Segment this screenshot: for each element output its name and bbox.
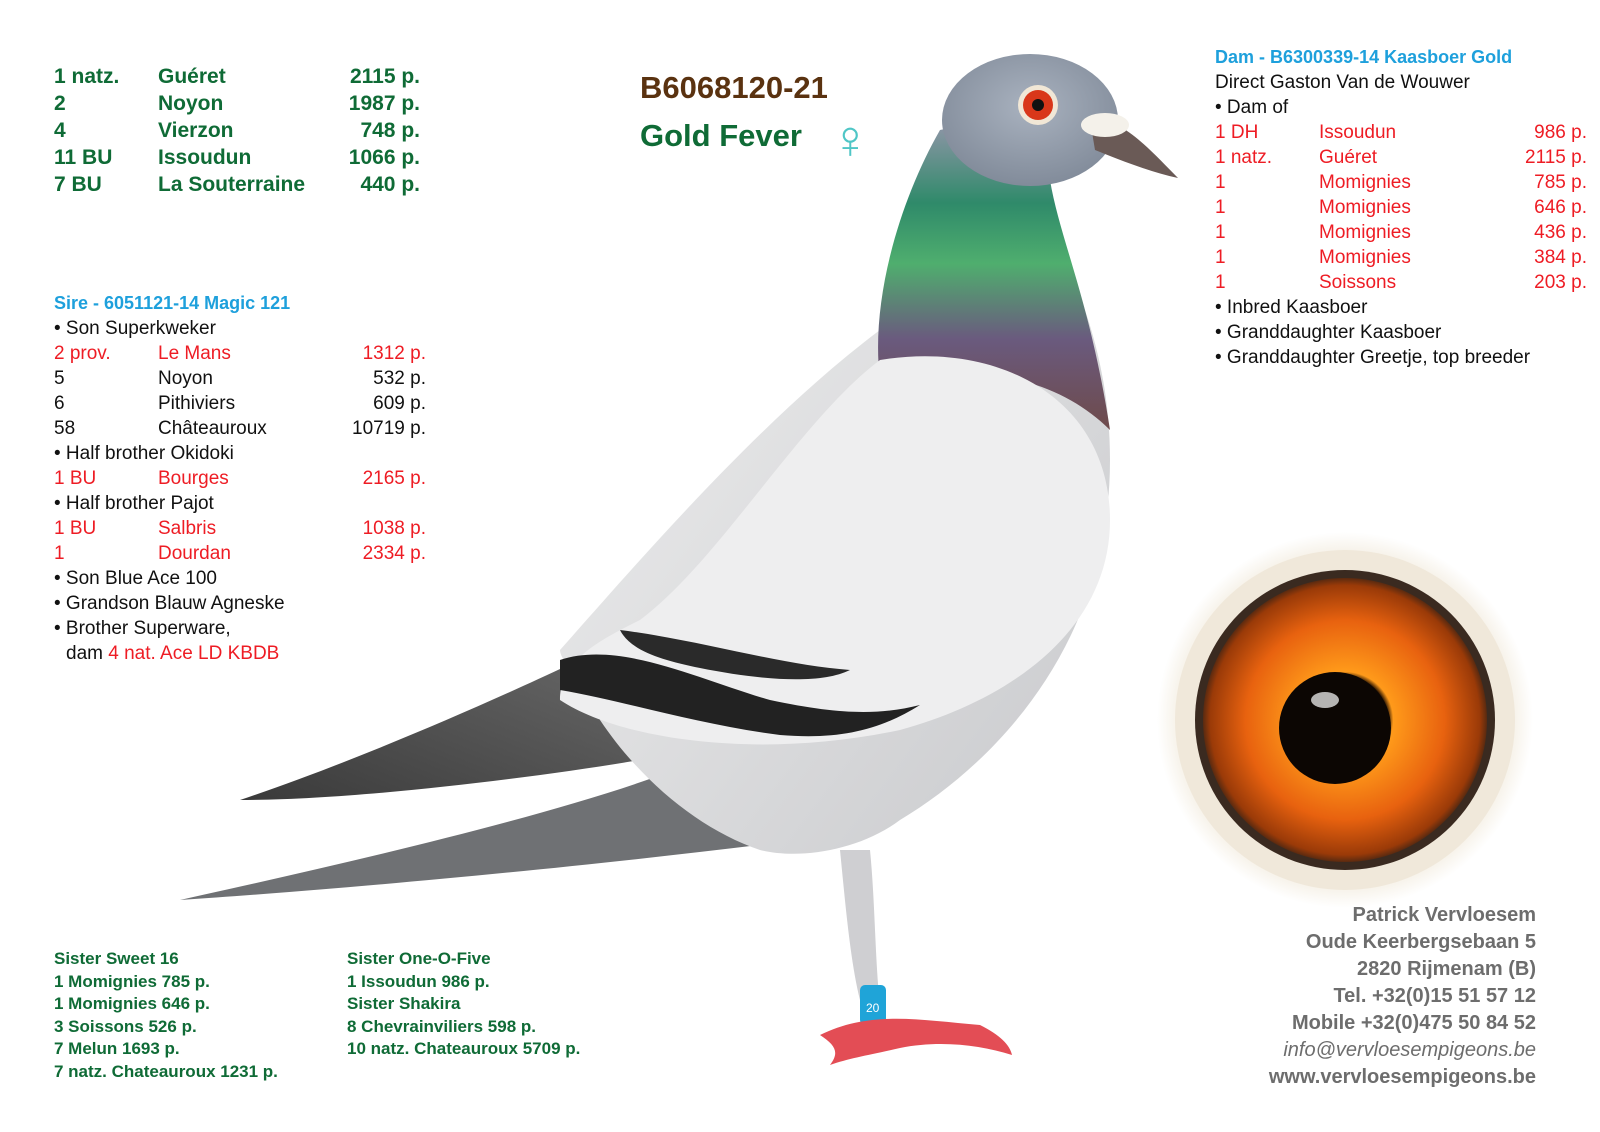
bird-name: Gold Fever (640, 118, 802, 153)
contact-website[interactable]: www.vervloesempigeons.be (1268, 1066, 1536, 1088)
pigeon-cere (1081, 113, 1129, 137)
sister-result: 3 Soissons 526 p. (54, 1016, 197, 1036)
sister-result: 7 Melun 1693 p. (54, 1039, 180, 1058)
result-row: 1 natz. Guéret 2115 p. (54, 65, 420, 88)
dam-bullet: • Inbred Kaasboer (1215, 297, 1368, 318)
bird-results (54, 63, 420, 198)
sire-result-row: 5 Noyon 532 p. (54, 368, 426, 389)
bird-ring-number: B6068120-21 (640, 70, 828, 105)
contact-email[interactable]: info@vervloesempigeons.be (1283, 1039, 1536, 1061)
contact-street: Oude Keerbergsebaan 5 (1305, 931, 1536, 953)
sister-result: 10 natz. Chateauroux 5709 p. (347, 1039, 581, 1058)
pigeon-leg (840, 850, 880, 1005)
female-symbol: ♀ (830, 110, 871, 170)
sire-dam-result: 4 nat. Ace LD KBDB (108, 643, 280, 664)
result-row: 4 Vierzon 748 p. (54, 119, 420, 142)
sister-title: Sister Sweet 16 (54, 949, 179, 968)
result-row: 2 Noyon 1987 p. (54, 92, 420, 115)
dam-bullet: • Granddaughter Greetje, top breeder (1215, 347, 1531, 368)
dam-result-row: 1 Momignies 785 p. (1215, 172, 1587, 193)
eye-closeup (1157, 532, 1533, 908)
sire-bullet: • Half brother Pajot (54, 493, 214, 514)
sister-result: 1 Momignies 785 p. (54, 971, 210, 991)
dam-bullet: • Granddaughter Kaasboer (1215, 322, 1442, 343)
sister-one-o-five (347, 948, 580, 1061)
dam-section (1215, 44, 1587, 370)
sire-result-row: 58 Châteauroux 10719 p. (54, 418, 426, 439)
dam-result-row: 1 Momignies 436 p. (1215, 222, 1587, 243)
sister-result: 1 Issoudun 986 p. (347, 971, 490, 991)
dam-heading: Dam - B6300339-14 Kaasboer Gold (1215, 47, 1513, 67)
sire-bullet: • Grandson Blauw Agneske (54, 593, 285, 614)
sire-result-row: 2 prov. Le Mans 1312 p. (54, 343, 426, 364)
result-row: 7 BU La Souterraine 440 p. (54, 173, 420, 196)
sister-sweet-16 (54, 948, 278, 1083)
contact-name: Patrick Vervloesem (1352, 904, 1536, 926)
result-row: 11 BU Issoudun 1066 p. (54, 146, 420, 169)
sister-title: Sister Shakira (347, 994, 461, 1013)
dam-result-row: 1 Momignies 384 p. (1215, 247, 1587, 268)
dam-result-row: 1 natz. Guéret 2115 p. (1215, 147, 1587, 168)
dam-direct: Direct Gaston Van de Wouwer (1215, 72, 1470, 93)
sister-result: 7 natz. Chateauroux 1231 p. (54, 1061, 278, 1081)
dam-result-row: 1 Soissons 203 p. (1215, 272, 1587, 293)
sire-heading: Sire - 6051121-14 Magic 121 (54, 293, 291, 313)
contact-mobile: Mobile +32(0)475 50 84 52 (1291, 1012, 1536, 1034)
contact-block (1269, 902, 1536, 1091)
sire-result-row: 1 BU Bourges 2165 p. (54, 468, 426, 489)
dam-result-row: 1 Momignies 646 p. (1215, 197, 1587, 218)
leg-band-text: 20 (866, 1001, 880, 1015)
contact-city: 2820 Rijmenam (B) (1357, 958, 1536, 980)
sire-bullet: • Son Blue Ace 100 (54, 568, 217, 589)
sire-bullet: • Brother Superware, (54, 618, 231, 639)
sire-section (54, 290, 426, 666)
sire-bullet: • Half brother Okidoki (54, 443, 234, 464)
sister-result: 8 Chevrainviliers 598 p. (347, 1016, 536, 1036)
sister-title: Sister One-O-Five (347, 949, 491, 968)
sire-result-row: 1 BU Salbris 1038 p. (54, 518, 426, 539)
dam-bullet: • Dam of (1215, 97, 1289, 118)
sire-result-row: 1 Dourdan 2334 p. (54, 543, 426, 564)
sire-dam-line: dam 4 nat. Ace LD KBDB (66, 643, 280, 664)
contact-tel: Tel. +32(0)15 51 57 12 (1333, 985, 1536, 1007)
sire-result-row: 6 Pithiviers 609 p. (54, 393, 426, 414)
sister-result: 1 Momignies 646 p. (54, 994, 210, 1013)
pigeon-foot (820, 1019, 1012, 1065)
sire-bullet: • Son Superkweker (54, 318, 216, 339)
dam-result-row: 1 DH Issoudun 986 p. (1215, 122, 1587, 143)
